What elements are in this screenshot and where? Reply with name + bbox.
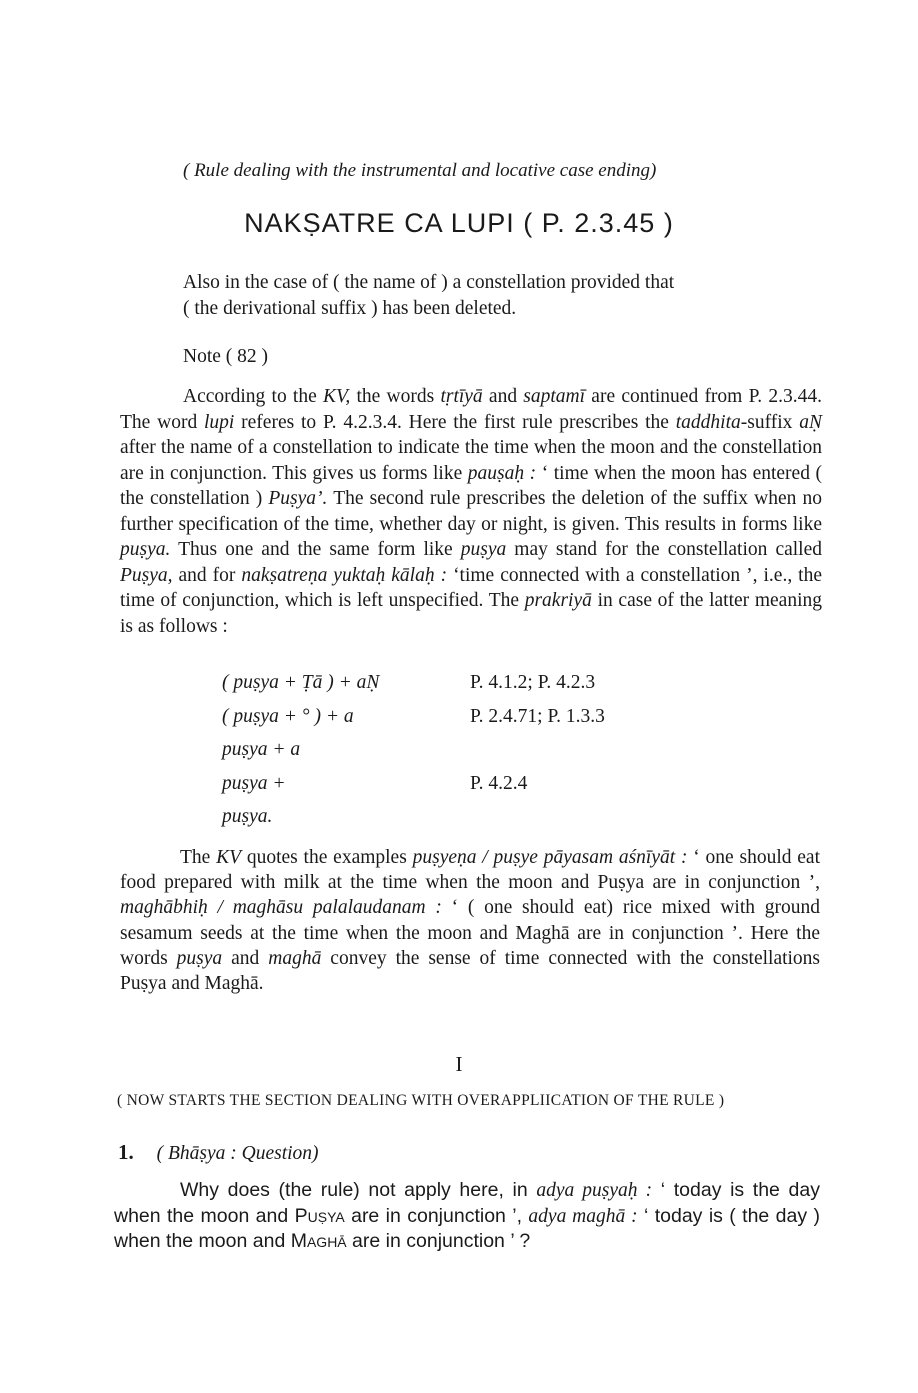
text-run: in case of the latter meaning is as follows : xyxy=(120,590,822,637)
italic-term: puṣya. xyxy=(120,539,171,560)
text-run: referes to P. 4.2.3.4. Here the first rule prescribes the xyxy=(234,411,676,433)
italic-term: maghā xyxy=(268,947,322,969)
text-run: ‘ today is ( the day ) when the moon and xyxy=(114,1204,820,1252)
text-run: The xyxy=(180,847,217,868)
commentary-paragraph xyxy=(120,384,822,639)
question-heading xyxy=(118,1140,319,1165)
derivation-step: ( puṣya + Ṭā ) + aṆ xyxy=(222,672,380,693)
italic-term: KV, xyxy=(322,386,351,407)
derivation-step: ( puṣya + ° ) + a xyxy=(222,705,354,727)
sutra-translation xyxy=(183,270,674,322)
text-run: Thus one and the same form like xyxy=(170,539,461,560)
text-run: According to the xyxy=(183,386,323,407)
translation-line: Also in the case of ( the name of ) a constellation provided that xyxy=(183,272,675,293)
text-run: Why does (the rule) not apply here, in xyxy=(180,1179,537,1201)
italic-term: saptamī xyxy=(523,386,586,407)
text-run: and xyxy=(222,947,269,969)
derivation-reference: P. 2.4.71; P. 1.3.3 xyxy=(470,705,605,727)
italic-term: prakriyā xyxy=(524,590,592,611)
italic-term: pauṣaḥ : xyxy=(467,462,537,484)
small-caps-term: Puṣya xyxy=(294,1204,345,1227)
text-run: convey the sense of time connected with the constellations Puṣya and Maghā. xyxy=(120,947,821,995)
italic-term: puṣya xyxy=(460,539,507,560)
question-label: ( Bhāṣya : Question) xyxy=(156,1143,319,1164)
note-label: Note ( 82 ) xyxy=(183,346,269,367)
rule-caption: ( Rule dealing with the instrumental and locative case ending) xyxy=(183,160,657,181)
italic-term: Puṣya’. xyxy=(268,488,328,509)
question xyxy=(114,1178,820,1255)
small-caps-term: Maghā xyxy=(290,1230,347,1252)
text-run: are in conjunction ’, xyxy=(344,1204,529,1227)
italic-term: taddhita xyxy=(675,411,741,433)
italic-term: nakṣatreṇa yuktaḥ kālaḥ : xyxy=(241,564,448,586)
italic-term: Puṣya, xyxy=(120,564,173,586)
text-run: ‘ today is the day when the moon and xyxy=(114,1179,820,1227)
text-run: ‘ time when the moon has entered ( the constellation ) xyxy=(120,462,822,509)
question-number: 1. xyxy=(118,1140,134,1164)
translation-line: ( the derivational suffix ) has been deleted. xyxy=(183,298,517,319)
text-run: the words xyxy=(350,386,441,407)
italic-term: KV xyxy=(216,847,242,868)
italic-term: aṆ xyxy=(799,411,822,433)
derivation-step: puṣya + xyxy=(222,772,286,794)
derivation-reference: P. 4.2.4 xyxy=(470,772,528,794)
derivation-reference: P. 4.1.2; P. 4.2.3 xyxy=(470,672,596,693)
italic-term: adya maghā : xyxy=(528,1205,638,1227)
text-run: and xyxy=(482,386,524,407)
examples-paragraph xyxy=(120,845,820,996)
text-run: are continued from P. 2.3.44. The word xyxy=(120,386,822,433)
italic-term: puṣyeṇa / puṣye pāyasam aśnīyāt : xyxy=(412,847,688,868)
examples xyxy=(120,845,820,996)
text-run: are in conjunction ’ ? xyxy=(346,1230,531,1252)
text-run: and for xyxy=(172,564,242,586)
text-run: ‘ ( one should eat) rice mixed with ground sesamum seeds at the time when the moon and Maghā are in conjunction ’. Here the words xyxy=(120,897,820,969)
derivation-step: puṣya. xyxy=(222,806,273,827)
italic-term: adya puṣyaḥ : xyxy=(536,1180,653,1201)
section-number: I xyxy=(455,1052,463,1076)
text-run: quotes the examples xyxy=(241,847,413,868)
italic-term: tṛtīyā xyxy=(440,386,483,407)
question-paragraph xyxy=(114,1178,820,1255)
text-run: ‘time connected with a constellation ’, i.e., the time of conjunction, which is left unspecified. The xyxy=(120,564,822,611)
section-heading: ( NOW STARTS THE SECTION DEALING WITH OVERAPPLIICATION OF THE RULE ) xyxy=(117,1092,725,1109)
text-run: after the name of a constellation to indicate the time when the moon and the constellation are in conjunction. This gives us forms like xyxy=(120,437,822,484)
text-run: The second rule prescribes the deletion of the suffix when no further specification of the time, whether day or night, is given. This results in forms like xyxy=(120,488,822,535)
italic-term: maghābhiḥ / maghāsu palalaudanam : xyxy=(120,897,442,919)
derivation-step: puṣya + a xyxy=(222,739,301,760)
italic-term: puṣya xyxy=(176,947,223,969)
text-run: -suffix xyxy=(740,411,800,433)
commentary xyxy=(120,384,822,639)
italic-term: lupi xyxy=(204,411,235,433)
text-run: ‘ one should eat food prepared with milk at the time when the moon and Puṣya are in conjunction ’, xyxy=(120,847,821,894)
sutra-title: NAKṢATRE CA LUPI ( P. 2.3.45 ) xyxy=(244,208,674,238)
text-run: may stand for the constellation called xyxy=(506,539,822,560)
